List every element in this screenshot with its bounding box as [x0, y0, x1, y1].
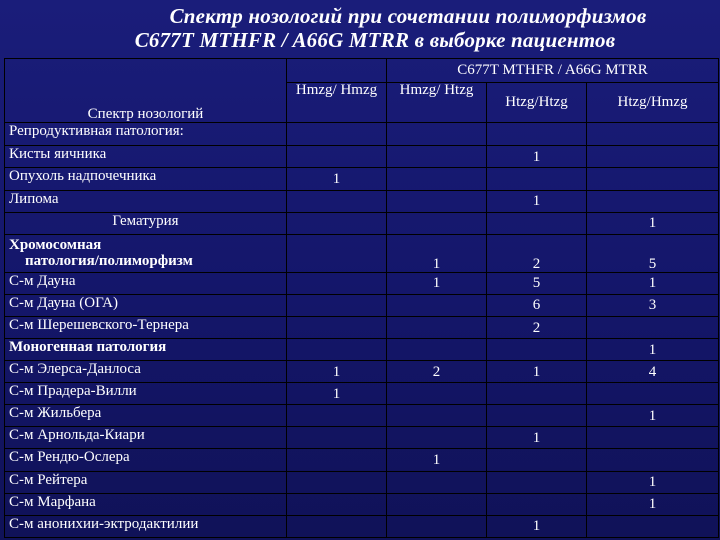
table-row — [5, 146, 719, 168]
cell — [387, 427, 487, 449]
row-label: С-м Дауна — [5, 272, 287, 294]
group-header-label: C677T MTHFR / A66G MTRR — [457, 62, 648, 79]
cell — [487, 383, 587, 405]
cell — [387, 190, 487, 212]
cell — [287, 190, 387, 212]
row-label: С-м Дауна (ОГА) — [5, 294, 287, 316]
cell — [387, 471, 487, 493]
cell — [387, 123, 487, 146]
col-header-4-label: Htzg/Hmzg — [617, 94, 688, 111]
table-row — [5, 449, 719, 471]
cell — [487, 405, 587, 427]
row-label: Липома — [5, 190, 287, 212]
nosology-table — [4, 58, 719, 538]
cell: 2 — [487, 316, 587, 338]
cell — [287, 471, 387, 493]
slide-title — [0, 4, 720, 52]
table-row — [5, 234, 719, 272]
cell — [287, 146, 387, 168]
row-label: С-м Марфана — [5, 493, 287, 515]
cell: 6 — [487, 294, 587, 316]
cell — [387, 168, 487, 190]
cell: 1 — [387, 272, 487, 294]
cell — [287, 427, 387, 449]
row-label: Гематурия — [5, 212, 287, 234]
row-label: С-м анонихии-эктродактилии — [5, 515, 287, 537]
cell — [587, 427, 719, 449]
col-header-3 — [487, 83, 587, 123]
cell: 1 — [387, 449, 487, 471]
cell — [287, 493, 387, 515]
cell: 1 — [587, 339, 719, 361]
cell — [487, 123, 587, 146]
table-row — [5, 212, 719, 234]
cell — [287, 123, 387, 146]
title-line-2: C677T MTHFR / A66G MTRR в выборке пациентов — [134, 28, 616, 52]
col-header-1 — [287, 83, 387, 123]
cell — [487, 493, 587, 515]
cell: 1 — [587, 493, 719, 515]
table-row — [5, 294, 719, 316]
cell — [587, 316, 719, 338]
cell — [287, 339, 387, 361]
cell: 1 — [487, 427, 587, 449]
cell: 2 — [487, 234, 587, 272]
cell — [387, 339, 487, 361]
cell — [287, 272, 387, 294]
cell: 3 — [587, 294, 719, 316]
row-label: Репродуктивная патология: — [5, 123, 287, 146]
cell — [587, 449, 719, 471]
cell — [287, 515, 387, 537]
col-header-4 — [587, 83, 719, 123]
cell — [287, 212, 387, 234]
table-row — [5, 383, 719, 405]
cell: 1 — [587, 471, 719, 493]
table-row — [5, 316, 719, 338]
row-label: С-м Элерса-Данлоса — [5, 361, 287, 383]
table-row — [5, 339, 719, 361]
cell — [587, 515, 719, 537]
cell — [387, 493, 487, 515]
row-label: С-м Рейтера — [5, 471, 287, 493]
table-row — [5, 168, 719, 190]
title-line-1: Спектр нозологий при сочетании полиморфизмов — [169, 4, 647, 28]
row-label-line1: Хромосомная — [9, 237, 102, 254]
row-label: С-м Рендю-Ослера — [5, 449, 287, 471]
cell: 1 — [487, 515, 587, 537]
cell — [287, 316, 387, 338]
table-row — [5, 493, 719, 515]
cell — [487, 449, 587, 471]
cell — [487, 471, 587, 493]
table-row — [5, 272, 719, 294]
cell: 1 — [287, 361, 387, 383]
cell: 1 — [387, 234, 487, 272]
cell: 5 — [487, 272, 587, 294]
cell: 1 — [587, 405, 719, 427]
cell: 1 — [487, 146, 587, 168]
cell: 1 — [587, 272, 719, 294]
table-row — [5, 427, 719, 449]
cell — [587, 146, 719, 168]
cell — [387, 316, 487, 338]
cell — [287, 449, 387, 471]
col-header-2-label: Hmzg/ Htzg — [399, 82, 474, 99]
cell: 5 — [587, 234, 719, 272]
row-label-line2: патология/полиморфизм — [25, 253, 193, 270]
cell — [587, 168, 719, 190]
cell — [387, 146, 487, 168]
cell: 2 — [387, 361, 487, 383]
row-label: С-м Жильбера — [5, 405, 287, 427]
row-label: С-м Шерешевского-Тернера — [5, 316, 287, 338]
row-label: Опухоль надпочечника — [5, 168, 287, 190]
col-header-2 — [387, 83, 487, 123]
cell: 1 — [587, 212, 719, 234]
cell: 1 — [487, 361, 587, 383]
row-label: С-м Арнольда-Киари — [5, 427, 287, 449]
table-row — [5, 123, 719, 146]
cell — [487, 168, 587, 190]
cell — [487, 339, 587, 361]
cell: 1 — [287, 383, 387, 405]
row-header-label: Спектр нозологий — [87, 106, 204, 123]
cell — [587, 123, 719, 146]
cell — [387, 294, 487, 316]
row-label: Кисты яичника — [5, 146, 287, 168]
cell — [387, 212, 487, 234]
cell — [387, 383, 487, 405]
table-row — [5, 361, 719, 383]
col-header-3-label: Htzg/Htzg — [505, 94, 568, 111]
row-header-cell — [5, 59, 287, 123]
row-label: Моногенная патология — [5, 339, 287, 361]
cell — [487, 212, 587, 234]
cell: 4 — [587, 361, 719, 383]
row-label: С-м Прадера-Вилли — [5, 383, 287, 405]
cell: 1 — [487, 190, 587, 212]
cell — [287, 294, 387, 316]
cell — [387, 405, 487, 427]
table-row — [5, 405, 719, 427]
group-header — [387, 59, 719, 83]
row-label — [5, 234, 287, 272]
cell — [287, 405, 387, 427]
col-header-1-label: Hmzg/ Hmzg — [295, 82, 378, 99]
cell: 1 — [287, 168, 387, 190]
table-row — [5, 190, 719, 212]
cell — [587, 190, 719, 212]
table-row — [5, 471, 719, 493]
cell — [587, 383, 719, 405]
cell — [387, 515, 487, 537]
cell — [287, 234, 387, 272]
table-row — [5, 515, 719, 537]
